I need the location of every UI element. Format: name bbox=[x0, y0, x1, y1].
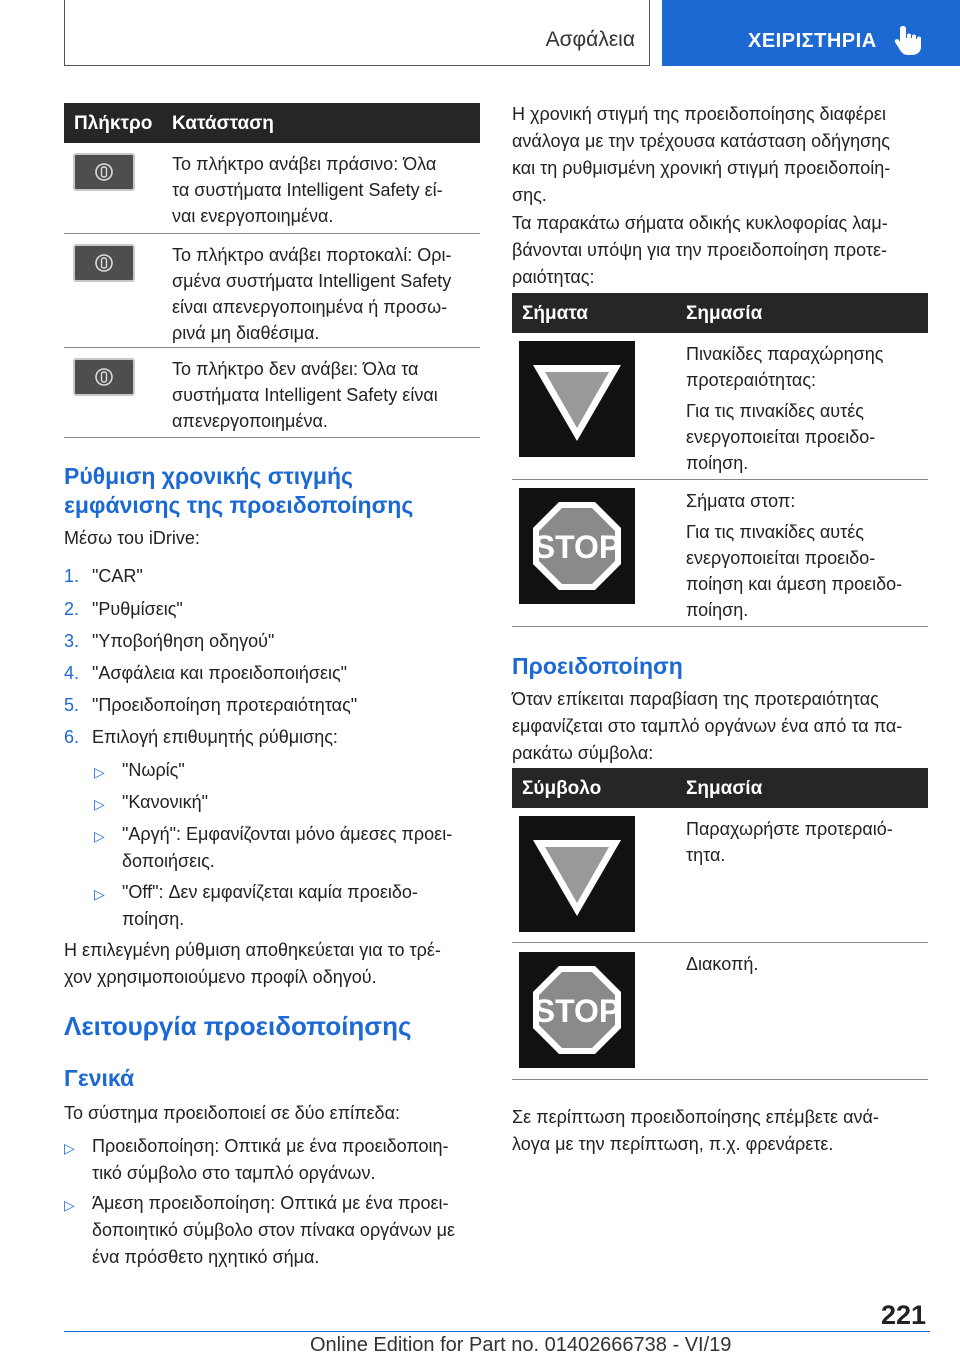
sign-meaning-text: Πινακίδες παραχώρησης bbox=[686, 344, 884, 364]
function-bullet-text: δοποιητικό σύμβολο στον πίνακα οργάνων με bbox=[92, 1220, 456, 1240]
button-table-row bbox=[64, 143, 480, 234]
step-text: "Ασφάλεια και προειδοποιήσεις" bbox=[92, 663, 348, 683]
paragraph-line: σης. bbox=[512, 185, 547, 205]
paragraph-line: και τη ρυθμισμένη χρονική στιγμή προειδοποίη- bbox=[512, 158, 891, 178]
bullet-triangle-icon: ▷ bbox=[64, 1140, 75, 1156]
stop-sign-icon bbox=[519, 488, 635, 604]
timing-title-line: Ρύθμιση χρονικής στιγμής bbox=[64, 463, 353, 489]
step-text: Επιλογή επιθυμητής ρύθμισης: bbox=[92, 727, 338, 747]
function-section-title: Λειτουργία προειδοποίησης bbox=[64, 1011, 412, 1041]
stop-sign-word: STOP bbox=[533, 993, 621, 1029]
paragraph-line: εμφανίζεται στο ταμπλό οργάνων ένα από τα πα- bbox=[512, 716, 903, 736]
button-row-text: ναι ενεργοποιημένα. bbox=[172, 206, 334, 226]
signs-table-col1: Σήματα bbox=[522, 303, 588, 324]
intelligent-safety-button-icon bbox=[73, 244, 135, 282]
sign-meaning-text: ποίηση. bbox=[686, 453, 749, 473]
paragraph-line: Όταν επίκειται παραβίαση της προτεραιότητας bbox=[512, 689, 879, 709]
symbols-table-col2: Σημασία bbox=[686, 778, 763, 799]
paragraph-line: Σε περίπτωση προειδοποίησης επέμβετε ανά- bbox=[512, 1107, 879, 1127]
button-table-col1: Πλήκτρο bbox=[74, 113, 153, 134]
sign-meaning-text: προτεραιότητας: bbox=[686, 370, 817, 390]
hand-pointer-icon bbox=[894, 24, 922, 56]
symbols-table-row bbox=[512, 808, 928, 943]
step-text: "Υποβοήθηση οδηγού" bbox=[92, 631, 275, 651]
symbol-meaning-text: Διακοπή. bbox=[686, 954, 759, 974]
symbols-table-col1: Σύμβολο bbox=[522, 778, 602, 799]
symbol-meaning-text: Παραχωρήστε προτεραιό- bbox=[686, 819, 893, 839]
intelligent-safety-button-icon bbox=[73, 153, 135, 191]
signs-intro-paragraph bbox=[512, 210, 928, 291]
signs-table-row bbox=[512, 333, 928, 480]
button-table-row bbox=[64, 348, 480, 438]
symbols-table-row bbox=[512, 943, 928, 1080]
step-number: 4. bbox=[64, 663, 80, 683]
page-number: 221 bbox=[880, 1300, 926, 1330]
closing-paragraph bbox=[512, 1104, 928, 1158]
symbols-table-header bbox=[512, 768, 928, 808]
sign-meaning-text: ποίηση και άμεση προειδο- bbox=[686, 574, 903, 594]
paragraph-line: λογα με την περίπτωση, π.χ. φρενάρετε. bbox=[512, 1134, 834, 1154]
stop-sign-icon bbox=[519, 952, 635, 1068]
stop-sign-word: STOP bbox=[533, 529, 621, 565]
button-table-row bbox=[64, 234, 480, 348]
function-subtitle: Γενικά bbox=[64, 1065, 135, 1091]
sign-meaning-text: Για τις πινακίδες αυτές bbox=[686, 522, 864, 542]
saved-note-line: χον χρησιμοποιούμενο προφίλ οδηγού. bbox=[64, 967, 377, 987]
button-row-text: ρινά μη διαθέσιμα. bbox=[172, 323, 320, 343]
step-number: 5. bbox=[64, 695, 80, 715]
option-text: ποίηση. bbox=[122, 909, 185, 929]
footer-divider bbox=[64, 1331, 930, 1332]
saved-note-line: Η επιλεγμένη ρύθμιση αποθηκεύεται για το τρέ- bbox=[64, 940, 441, 960]
symbol-meaning-text: τητα. bbox=[686, 845, 726, 865]
function-bullet-text: ένα πρόσθετο ηχητικό σήμα. bbox=[92, 1247, 320, 1267]
button-row-text: Το πλήκτρο δεν ανάβει: Όλα τα bbox=[172, 359, 419, 379]
step-text: "Ρυθμίσεις" bbox=[92, 599, 183, 619]
signs-table-row bbox=[512, 480, 928, 627]
step-text: "CAR" bbox=[92, 566, 143, 586]
button-table-col2: Κατάσταση bbox=[172, 113, 274, 134]
timing-intro-paragraph bbox=[512, 101, 928, 209]
button-row-text: συστήματα Intelligent Safety είναι bbox=[172, 385, 438, 405]
warning-section-title: Προειδοποίηση bbox=[512, 653, 683, 679]
bullet-triangle-icon: ▷ bbox=[94, 796, 105, 812]
button-row-text: Το πλήκτρο ανάβει πορτοκαλί: Ορι- bbox=[172, 245, 452, 265]
paragraph-line: ανάλογα με την τρέχουσα κατάσταση οδήγησης bbox=[512, 131, 890, 151]
header-chapter-title: ΧΕΙΡΙΣΤΗΡΙΑ bbox=[748, 30, 877, 52]
button-row-text: σμένα συστήματα Intelligent Safety bbox=[172, 271, 452, 291]
bullet-triangle-icon: ▷ bbox=[94, 828, 105, 844]
button-row-text: απενεργοποιημένα. bbox=[172, 411, 328, 431]
option-text: "Κανονική" bbox=[122, 792, 208, 812]
header-chapter-tab[interactable] bbox=[662, 0, 960, 66]
saved-note bbox=[64, 937, 480, 991]
option-text: "Νωρίς" bbox=[122, 760, 185, 780]
paragraph-line: ρακάτω σύμβολα: bbox=[512, 743, 654, 763]
paragraph-line: βάνονται υπόψη για την προειδοποίηση προτε- bbox=[512, 240, 887, 260]
function-bullet-text: Άμεση προειδοποίηση: Οπτικά με ένα προει- bbox=[92, 1193, 449, 1213]
header-section-title: Ασφάλεια bbox=[545, 28, 635, 51]
paragraph-line: ραιότητας: bbox=[512, 267, 595, 287]
button-row-text: είναι απενεργοποιημένα ή προσω- bbox=[172, 297, 448, 317]
yield-sign-icon bbox=[519, 816, 635, 932]
button-row-text: Το πλήκτρο ανάβει πράσινο: Όλα bbox=[172, 154, 437, 174]
option-text: δοποιήσεις. bbox=[122, 851, 215, 871]
paragraph-line: Η χρονική στιγμή της προειδοποίησης διαφέρει bbox=[512, 104, 886, 124]
function-bullet-text: τικό σύμβολο στο ταμπλό οργάνων. bbox=[92, 1163, 376, 1183]
function-bullet-text: Προειδοποίηση: Οπτικά με ένα προειδοποιη- bbox=[92, 1136, 449, 1156]
option-text: "Off": Δεν εμφανίζεται καμία προειδο- bbox=[122, 882, 418, 902]
button-row-text: τα συστήματα Intelligent Safety εί- bbox=[172, 180, 443, 200]
timing-section-title bbox=[64, 462, 480, 520]
bullet-triangle-icon: ▷ bbox=[94, 886, 105, 902]
step-text: "Προειδοποίηση προτεραιότητας" bbox=[92, 695, 358, 715]
bullet-triangle-icon: ▷ bbox=[94, 764, 105, 780]
sign-meaning-text: ενεργοποιείται προειδο- bbox=[686, 427, 876, 447]
header-section-box bbox=[64, 0, 650, 66]
intelligent-safety-button-icon bbox=[73, 358, 135, 396]
sign-meaning-text: ποίηση. bbox=[686, 600, 749, 620]
yield-sign-icon bbox=[519, 341, 635, 457]
timing-via-text: Μέσω του iDrive: bbox=[64, 528, 200, 548]
footer-edition: Online Edition for Part no. 01402666738 - VI/19 bbox=[310, 1334, 732, 1356]
step-number: 6. bbox=[64, 727, 80, 747]
paragraph-line: Τα παρακάτω σήματα οδικής κυκλοφορίας λαμ- bbox=[512, 213, 888, 233]
option-text: "Αργή": Εμφανίζονται μόνο άμεσες προει- bbox=[122, 824, 453, 844]
timing-title-line: εμφάνισης της προειδοποίησης bbox=[64, 492, 414, 518]
signs-table-header bbox=[512, 293, 928, 333]
step-number: 2. bbox=[64, 599, 80, 619]
warning-paragraph bbox=[512, 686, 928, 767]
bullet-triangle-icon: ▷ bbox=[64, 1197, 75, 1213]
button-table-header bbox=[64, 103, 480, 143]
sign-meaning-text: ενεργοποιείται προειδο- bbox=[686, 548, 876, 568]
sign-meaning-text: Σήματα στοπ: bbox=[686, 491, 796, 511]
signs-table-col2: Σημασία bbox=[686, 303, 763, 324]
function-intro: Το σύστημα προειδοποιεί σε δύο επίπεδα: bbox=[64, 1103, 400, 1123]
step-number: 1. bbox=[64, 566, 80, 586]
step-number: 3. bbox=[64, 631, 80, 651]
sign-meaning-text: Για τις πινακίδες αυτές bbox=[686, 401, 864, 421]
